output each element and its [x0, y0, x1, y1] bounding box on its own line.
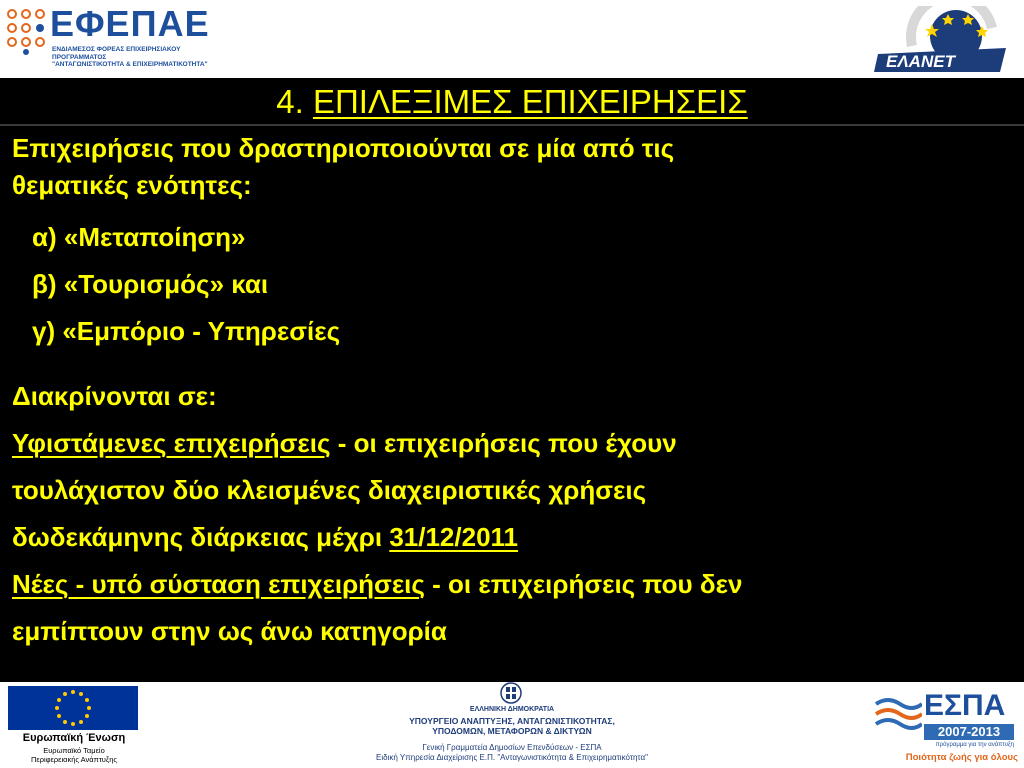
ministry-name: ΥΠΟΥΡΓΕΙΟ ΑΝΑΠΤΥΞΗΣ, ΑΝΤΑΓΩΝΙΣΤΙΚΟΤΗΤΑΣ, ΥΠΟΔΟΜΩΝ, ΜΕΤΑΦΟΡΩΝ & ΔΙΚΤΥΩΝ — [409, 716, 615, 736]
espa-waves-icon — [874, 694, 922, 738]
ministry-logo — [300, 682, 724, 768]
title-band — [0, 78, 1024, 122]
efepae-name: ΕΦΕΠΑΕ — [50, 3, 210, 44]
existing-term: Υφιστάμενες επιχειρήσεις — [12, 428, 331, 458]
intro-line-1: Επιχειρήσεις που δραστηριοποιούνται σε μία από τις — [12, 133, 675, 163]
title-number: 4. — [276, 83, 304, 120]
eu-logo — [4, 686, 144, 766]
espa-slogan: Ποιότητα ζωής για όλους — [905, 752, 1018, 763]
title-text: ΕΠΙΛΕΞΙΜΕΣ ΕΠΙΧΕΙΡΗΣΕΙΣ — [312, 83, 748, 120]
list-item: α) «Μεταποίηση» — [32, 222, 246, 252]
title-divider — [0, 124, 1024, 126]
espa-name: ΕΣΠΑ — [924, 689, 1006, 722]
existing-definition-line-2: τουλάχιστον δύο κλεισμένες διαχειριστικές χρήσεις — [12, 475, 647, 505]
new-definition-line-2: εμπίπτουν στην ως άνω κατηγορία — [12, 616, 447, 646]
eu-name: Ευρωπαϊκή Ένωση — [22, 732, 126, 744]
eu-flag-icon — [8, 686, 138, 730]
new-definition: - οι επιχειρήσεις που δεν — [424, 569, 743, 599]
slide-title — [0, 82, 1024, 122]
new-term: Νέες - υπό σύσταση επιχειρήσεις — [12, 569, 425, 599]
list-item: γ) «Εμπόριο - Υπηρεσίες — [32, 316, 341, 346]
existing-definition-line-1 — [12, 420, 1012, 467]
ministry-secretariat: Γενική Γραμματεία Δημοσίων Επενδύσεων - ΕΣΠΑ Ειδική Υπηρεσία Διαχείρισης Ε.Π. "Ανταγωνιστικότητα & Επιχειρηματικότητα" — [376, 743, 648, 762]
list-item: β) «Τουρισμός» και — [32, 269, 269, 299]
elanet-logo — [872, 6, 1012, 76]
existing-definition-line-3: δωδεκάμηνης διάρκειας μέχρι 31/12/2011 — [12, 522, 519, 552]
efepae-logo — [4, 4, 224, 70]
greek-emblem-icon — [500, 682, 522, 704]
efepae-mark-icon — [4, 6, 48, 56]
cutoff-date: 31/12/2011 — [389, 522, 519, 552]
slide-content — [0, 78, 1024, 682]
svg-text:ΕΛΑΝΕΤ: ΕΛΑΝΕΤ — [886, 52, 955, 71]
new-definition-line-1 — [12, 561, 1012, 608]
ministry-republic: ΕΛΛΗΝΙΚΗ ΔΗΜΟΚΡΑΤΙΑ — [469, 706, 555, 713]
header-bar — [0, 0, 1024, 78]
intro-line-2: θεματικές ενότητες: — [12, 170, 252, 200]
slide-body — [12, 130, 1012, 655]
footer-bar — [0, 682, 1024, 768]
espa-years: 2007-2013 — [924, 724, 1014, 740]
espa-logo — [868, 690, 1018, 766]
efepae-subtitle: ΕΝΔΙΑΜΕΣΟΣ ΦΟΡΕΑΣ ΕΠΙΧΕΙΡΗΣΙΑΚΟΥ ΠΡΟΓΡΑΜΜΑΤΟΣ "ΑΝΤΑΓΩΝΙΣΤΙΚΟΤΗΤΑ & ΕΠΙΧΕΙΡΗΜΑΤΙΚΟΤΗΤΑ" — [52, 46, 208, 68]
existing-definition: - οι επιχειρήσεις που έχουν — [330, 428, 677, 458]
espa-tagline: πρόγραμμα για την ανάπτυξη — [935, 742, 1014, 748]
distinguish-heading: Διακρίνονται σε: — [12, 381, 217, 411]
eu-fund: Ευρωπαϊκό Ταμείο Περιφερειακής Ανάπτυξης — [30, 746, 118, 764]
